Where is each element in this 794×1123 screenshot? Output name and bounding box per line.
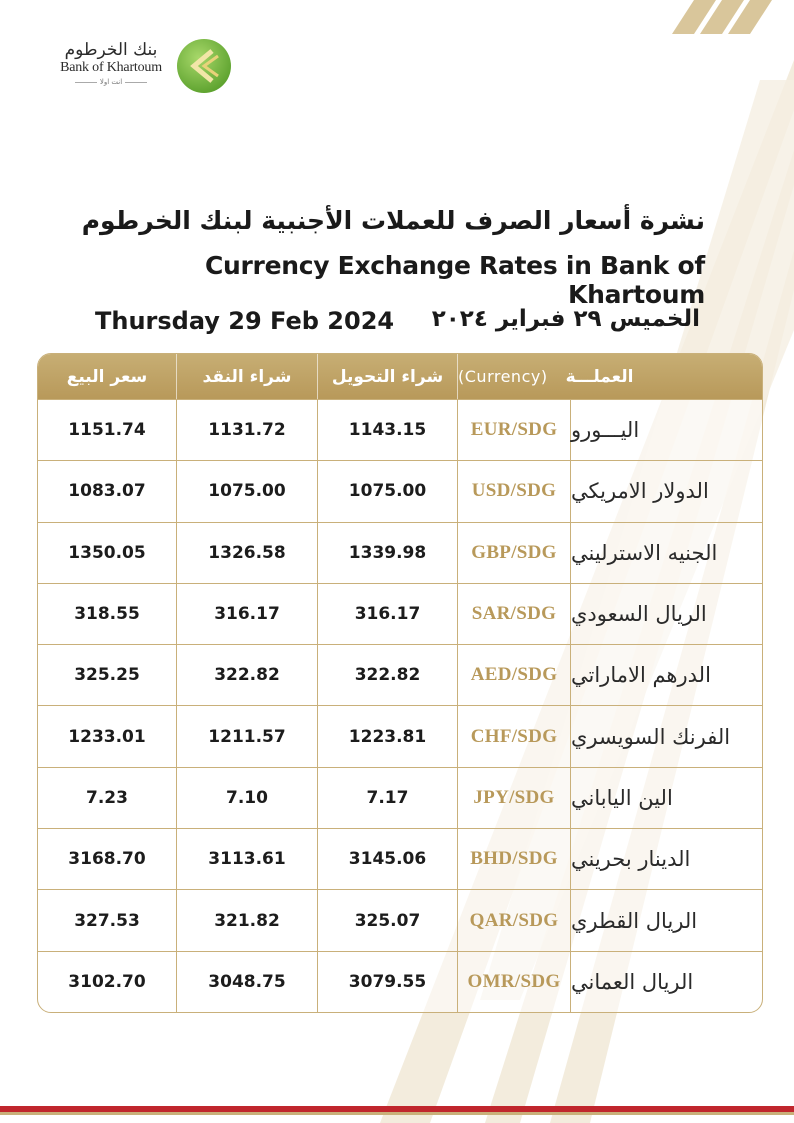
footer-gold-bar bbox=[0, 1112, 794, 1115]
transfer-buy-rate: 325.07 bbox=[318, 890, 458, 950]
cash-buy-rate: 3048.75 bbox=[177, 952, 318, 1012]
page-title-english: Currency Exchange Rates in Bank of Khartoum bbox=[204, 251, 705, 309]
logo-english-name: Bank of Khartoum bbox=[60, 60, 162, 75]
exchange-rates-table bbox=[37, 353, 763, 1013]
transfer-buy-rate: 1143.15 bbox=[318, 400, 458, 460]
transfer-buy-rate: 1339.98 bbox=[318, 523, 458, 583]
table-row bbox=[38, 399, 762, 460]
currency-code: JPY/SDG bbox=[458, 768, 571, 828]
transfer-buy-rate: 322.82 bbox=[318, 645, 458, 705]
sell-rate: 1233.01 bbox=[38, 706, 177, 766]
header-currency-english: (Currency) bbox=[458, 367, 548, 386]
header-sell-rate: سعر البيع bbox=[38, 354, 177, 399]
currency-code: USD/SDG bbox=[458, 461, 571, 521]
table-row bbox=[38, 951, 762, 1012]
cash-buy-rate: 7.10 bbox=[177, 768, 318, 828]
cash-buy-rate: 321.82 bbox=[177, 890, 318, 950]
bank-of-khartoum-logo-icon bbox=[174, 36, 234, 96]
currency-name: الدينار بحريني bbox=[571, 847, 691, 872]
table-row bbox=[38, 522, 762, 583]
cash-buy-rate: 1211.57 bbox=[177, 706, 318, 766]
currency-code: OMR/SDG bbox=[458, 952, 571, 1012]
currency-name: الريال القطري bbox=[571, 908, 698, 933]
logo-tagline: انت اولا bbox=[52, 76, 170, 88]
currency-code: QAR/SDG bbox=[458, 890, 571, 950]
table-row bbox=[38, 705, 762, 766]
sell-rate: 327.53 bbox=[38, 890, 177, 950]
transfer-buy-rate: 3079.55 bbox=[318, 952, 458, 1012]
currency-name: الريال السعودي bbox=[571, 602, 707, 627]
logo-text bbox=[52, 40, 170, 88]
transfer-buy-rate: 1075.00 bbox=[318, 461, 458, 521]
currency-code: GBP/SDG bbox=[458, 523, 571, 583]
header-currency bbox=[458, 354, 762, 399]
sell-rate: 1350.05 bbox=[38, 523, 177, 583]
currency-name: اليـــورو bbox=[571, 418, 640, 443]
date-english: Thursday 29 Feb 2024 bbox=[95, 307, 395, 335]
cash-buy-rate: 316.17 bbox=[177, 584, 318, 644]
currency-code: CHF/SDG bbox=[458, 706, 571, 766]
currency-name: الجنيه الاسترليني bbox=[571, 540, 718, 565]
currency-code: AED/SDG bbox=[458, 645, 571, 705]
currency-name: الفرنك السويسري bbox=[571, 724, 731, 749]
header-cash-buy: شراء النقد bbox=[177, 354, 318, 399]
table-row bbox=[38, 460, 762, 521]
sell-rate: 325.25 bbox=[38, 645, 177, 705]
table-row bbox=[38, 889, 762, 950]
transfer-buy-rate: 316.17 bbox=[318, 584, 458, 644]
cash-buy-rate: 1075.00 bbox=[177, 461, 318, 521]
cash-buy-rate: 1131.72 bbox=[177, 400, 318, 460]
sell-rate: 318.55 bbox=[38, 584, 177, 644]
currency-name: الدرهم الاماراتي bbox=[571, 663, 711, 688]
currency-code: SAR/SDG bbox=[458, 584, 571, 644]
currency-name: الين الياباني bbox=[571, 785, 673, 810]
sell-rate: 3168.70 bbox=[38, 829, 177, 889]
table-row bbox=[38, 767, 762, 828]
transfer-buy-rate: 7.17 bbox=[318, 768, 458, 828]
sell-rate: 1151.74 bbox=[38, 400, 177, 460]
header-currency-arabic: العملـــة bbox=[565, 366, 634, 387]
date-arabic: الخميس ٢٩ فبراير ٢٠٢٤ bbox=[431, 306, 700, 332]
currency-name: الريال العماني bbox=[571, 969, 694, 994]
page-title-arabic: نشرة أسعار الصرف للعملات الأجنبية لبنك الخرطوم bbox=[81, 206, 705, 235]
cash-buy-rate: 322.82 bbox=[177, 645, 318, 705]
transfer-buy-rate: 1223.81 bbox=[318, 706, 458, 766]
table-header bbox=[38, 354, 762, 399]
logo-arabic-name: بنك الخرطوم bbox=[64, 40, 158, 60]
sell-rate: 7.23 bbox=[38, 768, 177, 828]
header-transfer-buy: شراء التحويل bbox=[318, 354, 458, 399]
currency-code: BHD/SDG bbox=[458, 829, 571, 889]
currency-name: الدولار الامريكي bbox=[571, 479, 709, 504]
currency-code: EUR/SDG bbox=[458, 400, 571, 460]
cash-buy-rate: 3113.61 bbox=[177, 829, 318, 889]
transfer-buy-rate: 3145.06 bbox=[318, 829, 458, 889]
table-row bbox=[38, 828, 762, 889]
table-row bbox=[38, 644, 762, 705]
cash-buy-rate: 1326.58 bbox=[177, 523, 318, 583]
table-row bbox=[38, 583, 762, 644]
sell-rate: 3102.70 bbox=[38, 952, 177, 1012]
sell-rate: 1083.07 bbox=[38, 461, 177, 521]
